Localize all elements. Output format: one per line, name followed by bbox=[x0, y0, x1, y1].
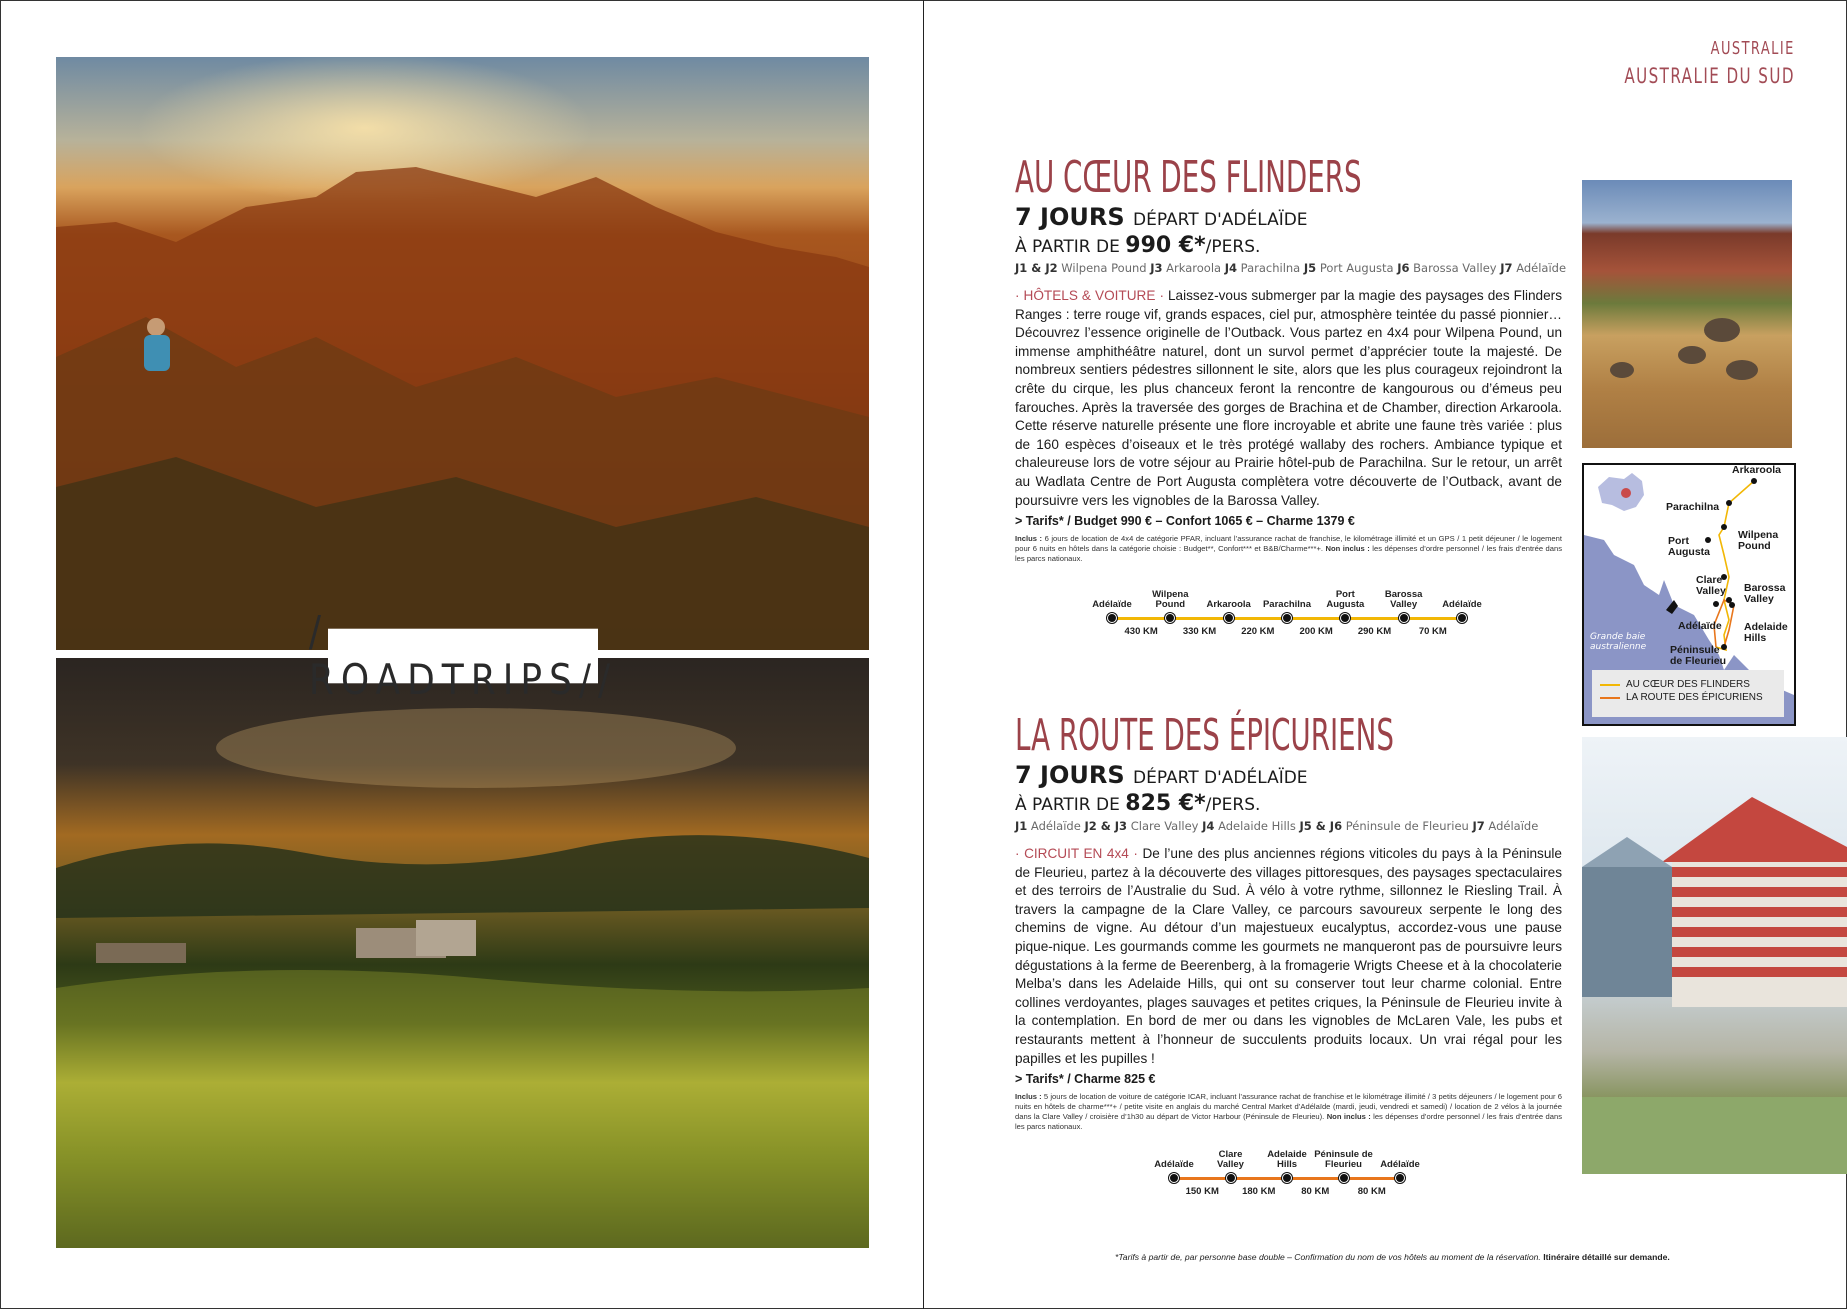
itinerary-day: J5 & J6 bbox=[1299, 819, 1343, 833]
route-stop-label: Adelaide Hills bbox=[1267, 1149, 1307, 1170]
route-distance-label: 150 KM bbox=[1185, 1186, 1219, 1197]
trip-tarifs: > Tarifs* / Charme 825 € bbox=[1015, 1072, 1156, 1087]
trip-itinerary bbox=[1015, 819, 1562, 833]
vineyard-photo bbox=[56, 658, 869, 1248]
route-stop-dot bbox=[1340, 613, 1350, 623]
itinerary-place: Arkaroola bbox=[1162, 261, 1225, 275]
route-stop-label: Arkaroola bbox=[1206, 599, 1251, 610]
trip-description: · CIRCUIT EN 4x4 · De l’une des plus anciennes régions viticoles du pays à la Péninsule de Fleurieu, partez à la découverte des villages pittoresques, des paysages spectaculaires et des terroirs de l’Australie du Sud. À vélo à votre rythme, sillonnez le Riesling Trail. À travers la campagne de la Clare Valley, ce parcours savoureux serpente le long des chemins de vigne. Au détour d’un majestueux eucalyptus, accordez-vous une pause pique-nique. Les gourmands comme les gourmets ne manqueront pas de poursuivre leurs dégustations à la ferme de Beerenberg, à la fromagerie Wrigts Cheese et à la chocolaterie Melba’s dans les Adelaide Hills, qui ont su conserver tout leur charme colonial. Entre collines verdoyantes, plages sauvages et petites criques, la Péninsule de Fleurieu invite à la contemplation. En bord de mer ou dans les vignobles de McLaren Vale, les pubs et restaurants mettent à l’honneur de succulents produits locaux. Un vrai régal pour les papilles et les pupilles ! bbox=[1015, 846, 1562, 1066]
trip-tarifs: > Tarifs* / Budget 990 € – Confort 1065 € – Charme 1379 € bbox=[1015, 514, 1355, 529]
trip-duration: 7 JOURS DÉPART D'ADÉLAÏDE bbox=[1015, 761, 1308, 789]
trip-price: À PARTIR DE 825 €*/PERS. bbox=[1015, 791, 1261, 816]
trip-title: LA ROUTE DES ÉPICURIENS bbox=[1015, 710, 1394, 761]
itinerary-place: Adélaïde bbox=[1512, 261, 1567, 275]
itinerary-place: Adélaïde bbox=[1484, 819, 1539, 833]
route-distance-label: 80 KM bbox=[1301, 1186, 1330, 1197]
itinerary-place: Péninsule de Fleurieu bbox=[1342, 819, 1473, 833]
itinerary-place: Wilpena Pound bbox=[1057, 261, 1151, 275]
trip-description: · HÔTELS & VOITURE · Laissez-vous submerger par la magie des paysages des Flinders Ranges : terre rouge vif, grands espaces, ciel pur, atmosphère teintée du passé pionnier… Découvrez l’essence originelle de l’Outback. Vous partez en 4x4 pour Wilpena Pound, un immense amphithéâtre naturel, dont un survol permet d’apprécier toute la majesté. De nombreux sentiers pédestres sillonnent le site, alors que les plus courageux rejoindront la crête du cirque, les plus chanceux feront la rencontre de kangourous ou d’émeus peu farouches. Après la traversée des gorges de Brachina et de Chamber, direction Arkaroola. Cette réserve naturelle présente une flore incroyable et abrite une faune très variée : plus de 160 espèces d’oiseaux et le très protégé wallaby des rochers. Ambiance typique et chaleureuse lors de votre séjour au Prairie hôtel-pub de Parachilna. Sur le retour, un arrêt au Wadlata Centre de Port Augusta complètera votre découverte de l’Outback, avant de poursuivre vers les vignobles de la Barossa Valley. bbox=[1015, 288, 1562, 508]
itinerary-day: J3 bbox=[1150, 261, 1163, 275]
region-label: AUSTRALIE DU SUD bbox=[1624, 64, 1795, 88]
route-distance-label: 200 KM bbox=[1299, 626, 1333, 637]
map-label: Adelaide Hills bbox=[1744, 621, 1788, 644]
route-distance-label: 290 KM bbox=[1357, 626, 1392, 637]
route-distance-label: 220 KM bbox=[1241, 626, 1275, 637]
trip-title: AU CŒUR DES FLINDERS bbox=[1015, 152, 1362, 203]
route-stop-dot bbox=[1107, 613, 1117, 623]
itinerary-place: Parachilna bbox=[1237, 261, 1304, 275]
legend-item: AU CŒUR DES FLINDERS bbox=[1600, 678, 1784, 691]
route-stop-dot bbox=[1226, 1173, 1236, 1183]
route-stop-dot bbox=[1395, 1173, 1405, 1183]
route-stop-label: Adélaïde bbox=[1154, 1159, 1194, 1170]
route-stop-dot bbox=[1169, 1173, 1179, 1183]
route-stop-label: Adélaïde bbox=[1092, 599, 1132, 610]
route-stop-dot bbox=[1339, 1173, 1349, 1183]
itinerary-day: J6 bbox=[1397, 261, 1410, 275]
route-stop-label: Péninsule de Fleurieu bbox=[1314, 1149, 1373, 1170]
map-label: Barossa Valley bbox=[1744, 582, 1786, 605]
route-stop-label: Barossa Valley bbox=[1384, 589, 1423, 610]
route-stop-label: Parachilna bbox=[1262, 599, 1312, 610]
route-stop-dot bbox=[1457, 613, 1467, 623]
itinerary-day: J1 & J2 bbox=[1015, 261, 1058, 275]
route-distance-label: 80 KM bbox=[1357, 1186, 1386, 1197]
itinerary-place: Adélaïde bbox=[1027, 819, 1085, 833]
legend-item: LA ROUTE DES ÉPICURIENS bbox=[1600, 691, 1784, 704]
itinerary-place: Adelaide Hills bbox=[1214, 819, 1300, 833]
itinerary-day: J4 bbox=[1224, 261, 1237, 275]
route-stop-dot bbox=[1282, 1173, 1292, 1183]
map-label: Port Augusta bbox=[1668, 535, 1710, 558]
itinerary-day: J4 bbox=[1202, 819, 1215, 833]
trip-flinders bbox=[1015, 152, 1567, 564]
itinerary-day: J1 bbox=[1015, 819, 1028, 833]
route-distance-label: 330 KM bbox=[1182, 626, 1217, 637]
map-label: Wilpena Pound bbox=[1738, 529, 1779, 552]
itinerary-day: J7 bbox=[1472, 819, 1485, 833]
route-stop-dot bbox=[1224, 613, 1234, 623]
australia-inset-icon bbox=[1598, 473, 1644, 511]
route-diagram-flinders bbox=[1092, 589, 1482, 640]
route-stop-dot bbox=[1282, 613, 1292, 623]
page-gutter bbox=[923, 0, 924, 1309]
itinerary-place: Barossa Valley bbox=[1409, 261, 1501, 275]
trip-inclusions: Inclus : 5 jours de location de voiture de catégorie ICAR, incluant l’assurance rachat de franchise et le kilométrage illimité / 3 petits déjeuners / le logement pour 6 nuits en hôtels de charme***+ / petite visite en anglais du marché Central Market d’Adélaïde (mardi, jeudi, vendredi et samedi) / location de 2 vélos à la journée dans la Clare Valley / croisière d’1h30 au départ de Victor Harbour (Péninsule de Fleurieu). Non inclus : les dépenses d’ordre personnel / les frais d’entrée dans les parcs nationaux. bbox=[1015, 1092, 1562, 1132]
route-stop-label: Wilpena Pound bbox=[1152, 589, 1189, 610]
route-distance-label: 180 KM bbox=[1242, 1186, 1276, 1197]
trip-duration: 7 JOURS DÉPART D'ADÉLAÏDE bbox=[1015, 203, 1308, 231]
map-label: Adélaïde bbox=[1678, 620, 1722, 632]
map-label: Clare Valley bbox=[1696, 574, 1726, 597]
route-stop-label: Adélaïde bbox=[1380, 1159, 1420, 1170]
map-bay-label: Grande baie australienne bbox=[1590, 632, 1647, 652]
route-diagram-epicuriens bbox=[1154, 1149, 1420, 1200]
map-label: Arkaroola bbox=[1732, 464, 1782, 476]
trip-epicuriens bbox=[1015, 710, 1562, 1132]
itinerary-day: J5 bbox=[1303, 261, 1317, 275]
itinerary-place: Port Augusta bbox=[1316, 261, 1398, 275]
map-label: Parachilna bbox=[1666, 501, 1720, 513]
route-stop-label: Clare Valley bbox=[1217, 1149, 1244, 1170]
map-legend bbox=[1592, 670, 1784, 717]
trip-itinerary bbox=[1015, 261, 1567, 275]
itinerary-day: J7 bbox=[1500, 261, 1513, 275]
flinders-ranges-photo bbox=[56, 57, 869, 650]
trip-inclusions: Inclus : 6 jours de location de 4x4 de catégorie PFAR, incluant l’assurance rachat de franchise, le kilométrage illimité et un GPS / 1 petit déjeuner / le logement pour 6 nuits en hôtels dans la catégorie choisie : Budget**, Confort*** et B&B/Charme***+. Non inclus : les dépenses d’ordre personnel / les frais d’entrée dans les parcs nationaux. bbox=[1015, 534, 1563, 564]
beach-hut-photo bbox=[1582, 737, 1847, 1174]
route-stop-label: Adélaïde bbox=[1442, 599, 1482, 610]
route-distance-label: 430 KM bbox=[1124, 626, 1158, 637]
footnote: *Tarifs à partir de, par personne base double – Confirmation du nom de vos hôtels au moment de la réservation. Itinéraire détaillé sur demande. bbox=[1115, 1252, 1670, 1262]
route-stop-label: Port Augusta bbox=[1326, 589, 1365, 610]
route-map bbox=[1582, 463, 1796, 726]
map-label: Péninsule de Fleurieu bbox=[1670, 644, 1727, 667]
itinerary-place: Clare Valley bbox=[1127, 819, 1203, 833]
country-label: AUSTRALIE bbox=[1710, 38, 1795, 59]
route-stop-dot bbox=[1165, 613, 1175, 623]
itinerary-day: J2 & J3 bbox=[1084, 819, 1128, 833]
route-stop-dot bbox=[1399, 613, 1409, 623]
route-distance-label: 70 KM bbox=[1418, 626, 1447, 637]
section-label: ROADTRIPS// bbox=[328, 629, 598, 684]
emu-photo bbox=[1582, 180, 1792, 448]
trip-price: À PARTIR DE 990 €*/PERS. bbox=[1015, 233, 1261, 258]
